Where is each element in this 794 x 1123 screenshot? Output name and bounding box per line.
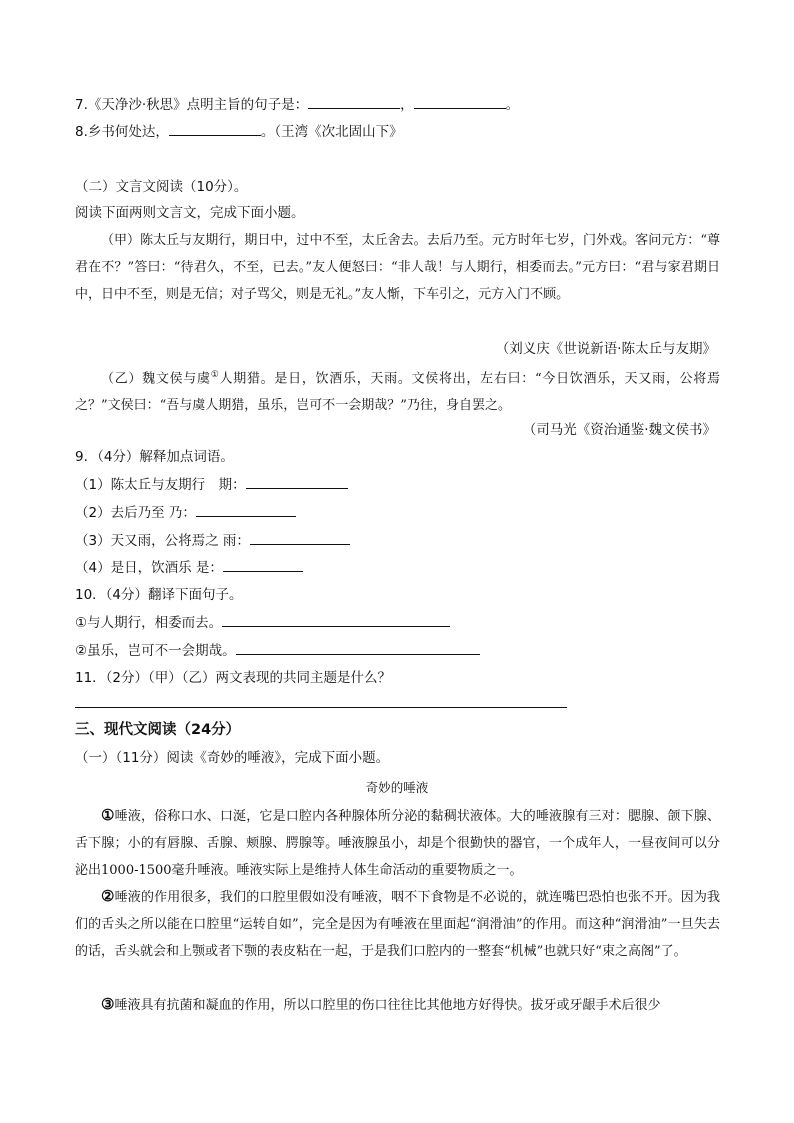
- answer-blank[interactable]: [246, 474, 348, 489]
- answer-blank[interactable]: [222, 612, 450, 627]
- q9-item: （3）天又雨，公将焉之 雨：: [75, 530, 350, 551]
- q10-item: ①与人期行，相委而去。: [75, 612, 450, 633]
- q9-item: （2）去后乃至 乃：: [75, 502, 296, 523]
- q8-line: [75, 121, 403, 142]
- paragraph-number: ③: [101, 995, 115, 1013]
- answer-blank[interactable]: [236, 640, 480, 655]
- passage-yi-source: （司马光《资治通鉴·魏文侯书》: [522, 422, 716, 438]
- q9-title: 9．（4分）解释加点词语。: [75, 449, 234, 465]
- article-paragraph-2: ②唾液的作用很多，我们的口腔里假如没有唾液，咽不下食物是不必说的，就连嘴巴恐怕也张不开。因为我们的舌头之所以能在口腔里“运转自如”，完全是因为有唾液在里面起“润滑油”的作用。而这种“润滑油”一旦失去的话，舌头就会和上颚或者下颚的表皮粘在一起，于是我们口腔内的一整套“机械”也就只好“束之高阁”了。: [75, 887, 720, 959]
- answer-blank[interactable]: [250, 530, 350, 545]
- article-paragraph-1: ①唾液，俗称口水、口涎，它是口腔内各种腺体所分泌的黏稠状液体。大的唾液腺有三对：腮腺、颌下腺、舌下腺；小的有唇腺、舌腺、颊腺、腭腺等。唾液腺虽小，却是个很勤快的器官，一个成年人，一昼夜间可以分泌出1000-1500毫升唾液。唾液实际上是维持人体生命活动的重要物质之一。: [75, 806, 720, 878]
- q7-end: 。: [505, 97, 520, 113]
- passage-yi: （乙）魏文侯与虞①人期猎。是日，饮酒乐，天雨。文侯将出，左右曰：“今日饮酒乐，天又雨，公将焉之？”文侯曰：“吾与虞人期猎，虽乐，岂可不一会期哉？”乃往，身自罢之。: [75, 370, 720, 414]
- q10-item: ②虽乐，岂可不一会期哉。: [75, 640, 480, 661]
- answer-blank[interactable]: [196, 502, 296, 517]
- answer-blank[interactable]: [169, 121, 261, 136]
- q7-text: 7.《天净沙·秋思》点明主旨的句子是：: [75, 97, 309, 113]
- q8-text: 8.乡书何处达，: [75, 124, 169, 140]
- q9-item: （4）是日，饮酒乐 是：: [75, 557, 303, 578]
- article-paragraph-3: ③唾液具有抗菌和凝血的作用，所以口腔里的伤口往往比其他地方好得快。拔牙或牙龈手术后很少: [101, 995, 661, 1013]
- paragraph-number: ②: [101, 887, 115, 905]
- section2-title: （二）文言文阅读（10分）。: [75, 179, 248, 195]
- q7-line: [75, 94, 519, 115]
- section2-intro: 阅读下面两则文言文，完成下面小题。: [75, 205, 305, 221]
- section3-intro: （一）（11分）阅读《奇妙的唾液》，完成下面小题。: [75, 750, 390, 766]
- article-title: 奇妙的唾液: [365, 780, 429, 795]
- q7-sep: ，: [400, 97, 414, 113]
- q9-item: （1）陈太丘与友期行 期：: [75, 474, 348, 495]
- answer-blank[interactable]: [223, 557, 303, 572]
- q10-title: 10．（4分）翻译下面句子。: [75, 587, 243, 603]
- q11-answer-line[interactable]: [75, 707, 567, 708]
- answer-blank[interactable]: [308, 94, 400, 109]
- q8-end: 。（王湾《次北固山下》: [260, 124, 403, 140]
- q11-title: 11．（2分）（甲）（乙）两文表现的共同主题是什么？: [75, 670, 392, 686]
- footnote-marker: ①: [210, 370, 220, 380]
- paragraph-number: ①: [101, 806, 115, 824]
- section3-title: 三、现代文阅读（24分）: [75, 722, 241, 738]
- passage-jia-source: （刘义庆《世说新语·陈太丘与友期》: [495, 341, 716, 357]
- answer-blank[interactable]: [414, 94, 506, 109]
- passage-jia: （甲）陈太丘与友期行，期日中，过中不至，太丘舍去。去后乃至。元方时年七岁，门外戏。客问元方：“尊君在不？”答曰：“待君久，不至，已去。”友人便怒曰：“非人哉！与人期行，相委而去。”元方曰：“君与家君期日中，日中不至，则是无信；对子骂父，则是无礼。”友人惭，下车引之，元方入门不顾。: [75, 233, 720, 302]
